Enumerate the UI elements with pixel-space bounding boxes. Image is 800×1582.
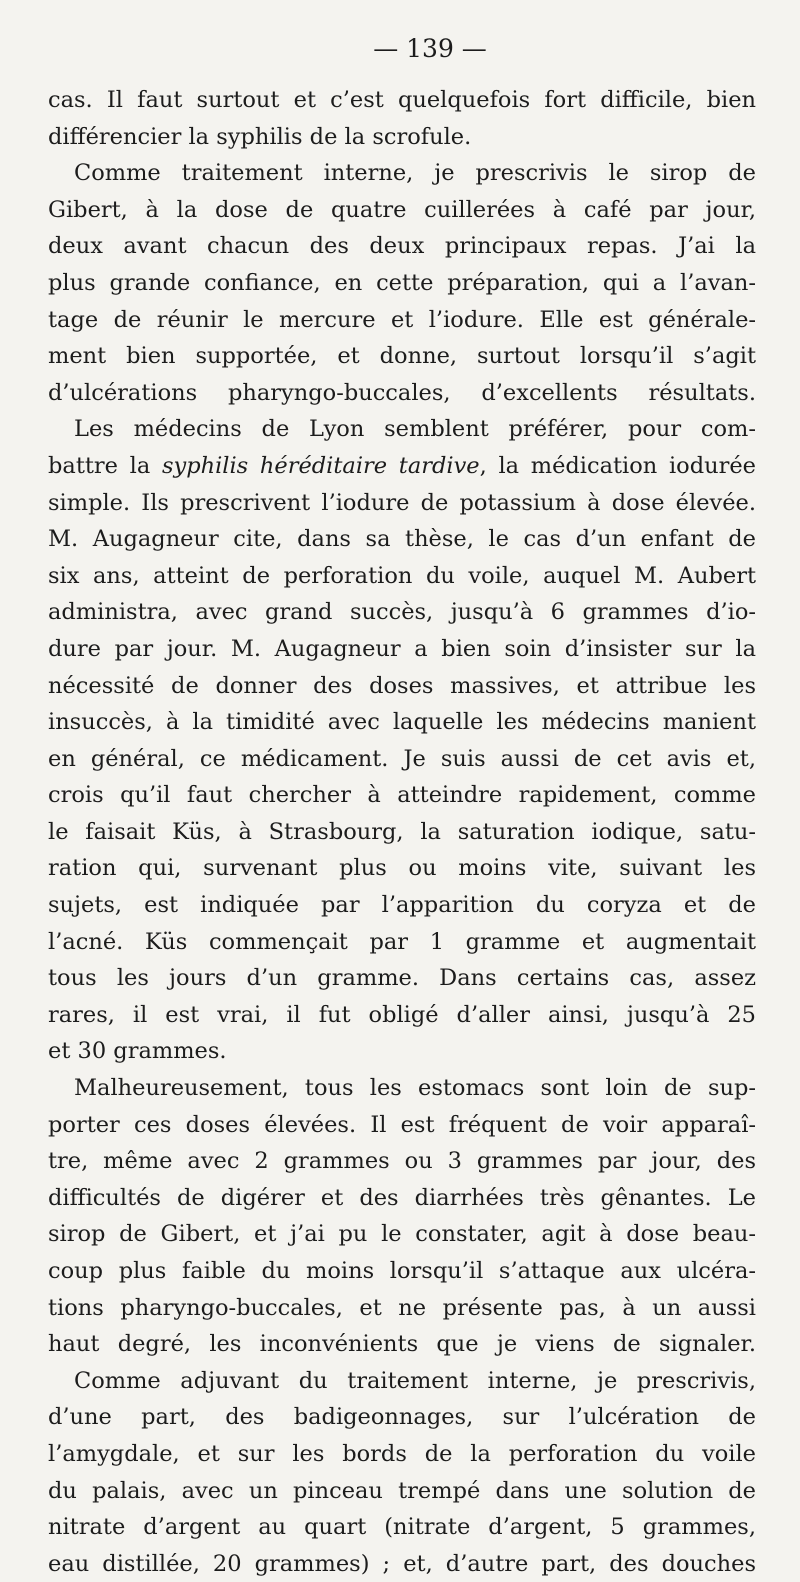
- text-line: d’ulcérations pharyngo-buccales, d’excellents résultats.: [48, 379, 756, 406]
- text-line: eau distillée, 20 grammes) ; et, d’autre part, des douches: [48, 1550, 756, 1577]
- text-line: simple. Ils prescrivent l’iodure de potassium à dose élevée.: [48, 489, 756, 516]
- text-line: administra, avec grand succès, jusqu’à 6 grammes d’io-: [48, 599, 756, 626]
- text-line: du palais, avec un pinceau trempé dans une solution de: [48, 1477, 756, 1504]
- body-text: [48, 82, 756, 1582]
- text-line: tre, même avec 2 grammes ou 3 grammes par jour, des: [48, 1148, 756, 1175]
- text-line: l’amygdale, et sur les bords de la perforation du voile: [48, 1440, 756, 1467]
- text-line: [48, 448, 756, 485]
- text-line: et 30 grammes.: [48, 1038, 227, 1065]
- text-line: d’une part, des badigeonnages, sur l’ulcération de: [48, 1404, 756, 1431]
- text-line: Gibert, à la dose de quatre cuillerées à café par jour,: [48, 196, 756, 223]
- text-line: Comme adjuvant du traitement interne, je prescrivis,: [74, 1367, 756, 1394]
- text-line: nécessité de donner des doses massives, et attribue les: [48, 672, 756, 699]
- text-line: insuccès, à la timidité avec laquelle les médecins manient: [48, 709, 756, 736]
- text-line: Comme traitement interne, je prescrivis le sirop de: [74, 160, 756, 187]
- text-line: rares, il est vrai, il fut obligé d’aller ainsi, jusqu’à 25: [48, 1001, 756, 1028]
- text-line: Les médecins de Lyon semblent préférer, pour com-: [74, 416, 756, 443]
- text-line: M. Augagneur cite, dans sa thèse, le cas d’un enfant de: [48, 526, 756, 553]
- page-number: — 139 —: [373, 34, 487, 63]
- text-line: dure par jour. M. Augagneur a bien soin d’insister sur la: [48, 635, 756, 662]
- text-line: Malheureusement, tous les estomacs sont loin de sup-: [74, 1075, 756, 1102]
- text-line: tage de réunir le mercure et l’iodure. Elle est générale-: [48, 306, 756, 333]
- text-line: six ans, atteint de perforation du voile, auquel M. Aubert: [48, 562, 756, 589]
- text-line: sujets, est indiquée par l’apparition du coryza et de: [48, 892, 756, 919]
- text-line: tions pharyngo-buccales, et ne présente pas, à un aussi: [48, 1294, 756, 1321]
- text-line: différencier la syphilis de la scrofule.: [48, 123, 472, 150]
- text-line: le faisait Küs, à Strasbourg, la saturation iodique, satu-: [48, 818, 756, 845]
- text-line: plus grande confiance, en cette préparation, qui a l’avan-: [48, 269, 756, 296]
- text-line: difficultés de digérer et des diarrhées très gênantes. Le: [48, 1184, 756, 1211]
- text-line: haut degré, les inconvénients que je viens de signaler.: [48, 1331, 756, 1358]
- text-line: nitrate d’argent au quart (nitrate d’argent, 5 grammes,: [48, 1514, 756, 1541]
- text-line: en général, ce médicament. Je suis aussi de cet avis et,: [48, 745, 756, 772]
- text-line: crois qu’il faut chercher à atteindre rapidement, comme: [48, 782, 756, 809]
- text-line: ment bien supportée, et donne, surtout lorsqu’il s’agit: [48, 343, 756, 370]
- text-line: l’acné. Küs commençait par 1 gramme et augmentait: [48, 928, 756, 955]
- text-line-pre: battre la: [48, 452, 162, 479]
- text-line: sirop de Gibert, et j’ai pu le constater, agit à dose beau-: [48, 1221, 756, 1248]
- text-line: porter ces doses élevées. Il est fréquent de voir apparaî-: [48, 1111, 756, 1138]
- text-line: ration qui, survenant plus ou moins vite, suivant les: [48, 855, 756, 882]
- text-line: tous les jours d’un gramme. Dans certains cas, assez: [48, 965, 756, 992]
- text-line-post: , la médication iodurée: [479, 452, 756, 479]
- text-line: deux avant chacun des deux principaux repas. J’ai la: [48, 233, 756, 260]
- italic-phrase: syphilis héréditaire tardive: [161, 452, 480, 479]
- text-line: coup plus faible du moins lorsqu’il s’attaque aux ulcéra-: [48, 1258, 756, 1284]
- text-line: cas. Il faut surtout et c’est quelquefois fort difficile, bien: [48, 87, 756, 113]
